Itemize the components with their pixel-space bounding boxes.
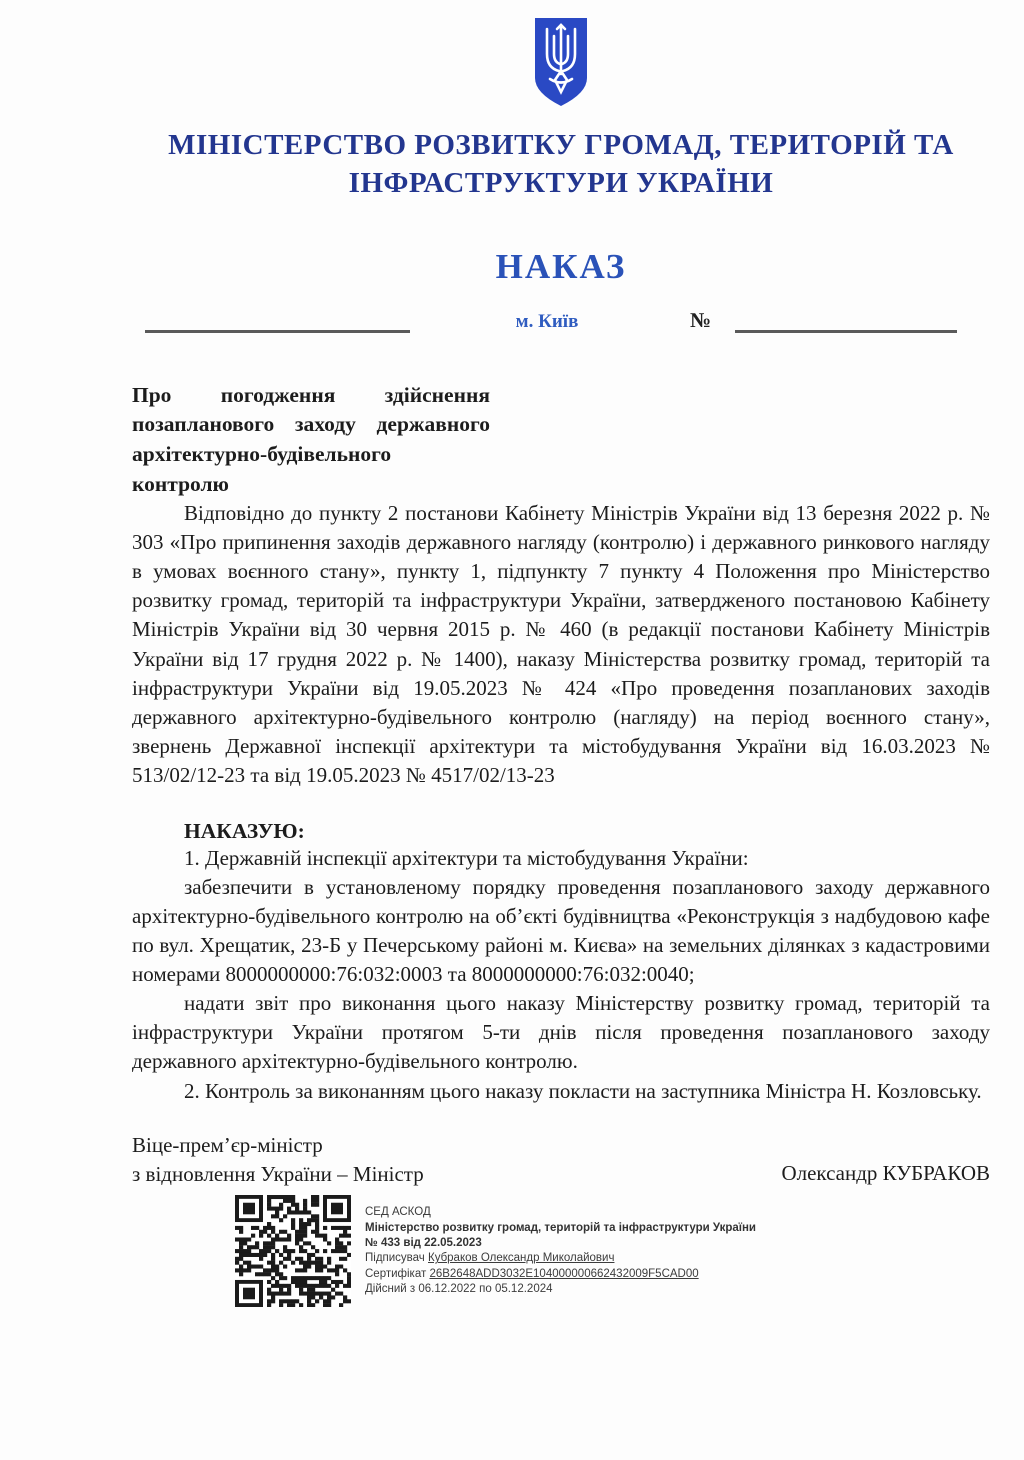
- stamp-signer-label: Підписувач: [365, 1252, 425, 1265]
- stamp-system: СЕД АСКОД: [365, 1206, 431, 1219]
- stamp-text: [365, 1195, 756, 1307]
- item-2: 2. Контроль за виконанням цього наказу покласти на заступника Міністра Н. Козловську.: [184, 1078, 982, 1103]
- stamp-doc-number: № 433 від 22.05.2023: [365, 1237, 482, 1250]
- place-label: м. Київ: [515, 310, 579, 332]
- item-1: 1. Державній інспекції архітектури та містобудування України:: [184, 845, 749, 870]
- ministry-title: МІНІСТЕРСТВО РОЗВИТКУ ГРОМАД, ТЕРИТОРІЙ ТА ІНФРАСТРУКТУРИ УКРАЇНИ: [168, 129, 954, 200]
- stamp-validity: Дійсний з 06.12.2022 по 05.12.2024: [365, 1283, 553, 1296]
- stamp-organization: Міністерство розвитку громад, територій та інфраструктури України: [365, 1221, 756, 1234]
- dateline: [132, 309, 990, 339]
- item-1-report-paragraph: надати звіт про виконання цього наказу Міністерству розвитку громад, територій та інфраструктури України протягом 5-ти днів після проведення позапланового заходу державного архітектурно-будівельного контролю.: [132, 991, 990, 1074]
- item-1-ensure-paragraph: забезпечити в установленому порядку проведення позапланового заходу державного архітектурно-будівельного контролю на об’єкті будівництва «Реконструкція з надбудовою кафе по вул. Хрещатик, 23-Б у Печерському районі м. Києва» на земельних ділянках з кадастровими номерами 8000000000:76:032:0003 та 8000000000:76:032:0040;: [132, 875, 990, 987]
- stamp-signer-name: Кубраков Олександр Миколайович: [428, 1252, 615, 1265]
- signer-name: Олександр КУБРАКОВ: [781, 1161, 990, 1186]
- stamp-certificate: [365, 1267, 756, 1282]
- e-signature-stamp: [235, 1195, 990, 1307]
- emblem-wrap: [132, 16, 990, 113]
- subject-block: Про погодження здійснення позапланового заходу державного архітектурно-будівельного контролю: [132, 382, 490, 496]
- stamp-signer: [365, 1251, 756, 1266]
- decree-heading: НАКАЗУЮ:: [184, 818, 305, 843]
- preamble-paragraph: Відповідно до пункту 2 постанови Кабінету Міністрів України від 13 березня 2022 р. № 303 «Про припинення заходів державного нагляду (контролю) і державного ринкового нагляду в умовах воєнного стану», пункту 1, підпункту 7 пункту 4 Положення про Міністерство розвитку громад, територій та інфраструктури України, затвердженого постановою Кабінету Міністрів України від 30 червня 2015 р. № 460 (в редакції постанови Кабінету Міністрів України від 17 грудня 2022 р. № 1400), наказу Міністерства розвитку громад, територій та інфраструктури України від 19.05.2023 № 424 «Про проведення позапланових заходів державного архітектурно-будівельного контролю (нагляду) на період воєнного стану», звернень Державної інспекції архітектури та містобудування України від 16.03.2023 № 513/02/12-23 та від 19.05.2023 № 4517/02/13-23: [132, 501, 990, 787]
- number-sign: №: [690, 307, 712, 332]
- date-blank-line: [145, 330, 410, 333]
- ukraine-trident-emblem-icon: [533, 16, 589, 108]
- stamp-certificate-label: Сертифікат: [365, 1267, 427, 1280]
- order-title: НАКАЗ: [495, 246, 627, 286]
- signer-position: [132, 1131, 424, 1191]
- signer-position-line2: з відновлення України – Міністр: [132, 1162, 424, 1187]
- stamp-certificate-number: 26B2648ADD3032E104000000662432009F5CAD00: [429, 1267, 699, 1280]
- signer-position-line1: Віце-прем’єр-міністр: [132, 1132, 323, 1157]
- signature-row: [132, 1131, 990, 1191]
- number-blank-line: [735, 330, 957, 333]
- qr-code-icon: [235, 1195, 351, 1307]
